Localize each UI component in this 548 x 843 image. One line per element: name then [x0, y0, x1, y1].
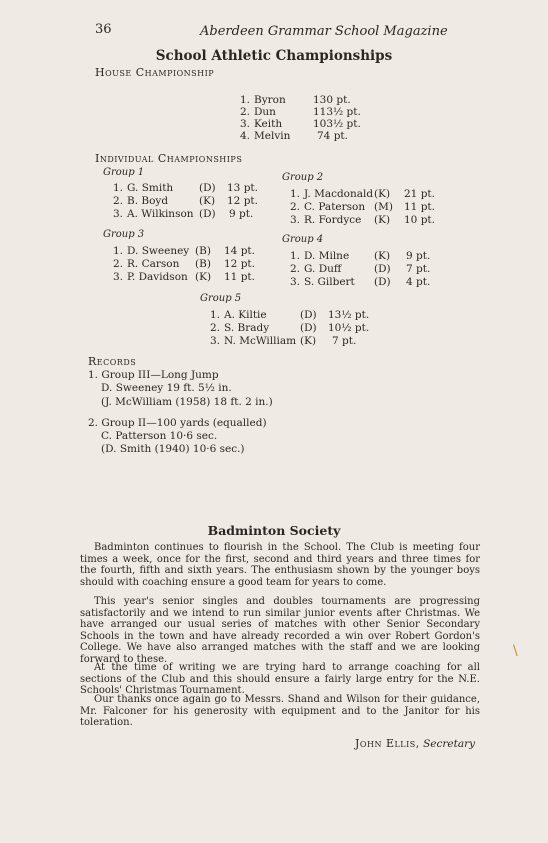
badminton-paragraph: At the time of writing we are trying hard to arrange coaching for all sections of the Club and this should ensure a fairly large entry for the N.E. Schools' Christmas Tournament.	[80, 662, 480, 697]
record-1-title: 1. Group III—Long Jump	[88, 369, 219, 381]
group-3-label: Group 3	[103, 229, 145, 240]
record-1-previous: (J. McWilliam (1958) 18 ft. 2 in.)	[101, 396, 273, 408]
margin-mark: \	[513, 643, 518, 659]
group-4-label: Group 4	[282, 234, 324, 245]
record-2-result: C. Patterson 10·6 sec.	[101, 430, 218, 442]
page-number: 36	[95, 22, 112, 37]
group-2-label: Group 2	[282, 172, 324, 183]
group-1-label: Group 1	[103, 167, 145, 178]
signature-name: John Ellis,	[355, 737, 420, 750]
record-2-title: 2. Group II—100 yards (equalled)	[88, 417, 267, 429]
record-1-result: D. Sweeney 19 ft. 5½ in.	[101, 382, 232, 394]
badminton-title: Badminton Society	[207, 523, 341, 538]
records-heading: Records	[88, 355, 137, 368]
running-header: Aberdeen Grammar School Magazine	[200, 24, 448, 39]
house-championship-heading: House Championship	[95, 66, 215, 79]
athletics-title: School Athletic Championships	[155, 48, 393, 64]
individual-championships-heading: Individual Championships	[95, 152, 243, 165]
record-2-previous: (D. Smith (1940) 10·6 sec.)	[101, 443, 245, 455]
badminton-paragraph: Badminton continues to flourish in the School. The Club is meeting four times a week, once for the first, second and third years and three times for the fourth, fifth and sixth years. The enthusiasm shown by the younger boys should with coaching ensure a good team for years to come.	[80, 542, 480, 588]
badminton-paragraph: Our thanks once again go to Messrs. Shand and Wilson for their guidance, Mr. Falconer for his generosity with equipment and to the Janitor for his toleration.	[80, 694, 480, 729]
signature	[355, 737, 475, 750]
signature-role: Secretary	[423, 738, 476, 750]
badminton-paragraph: This year's senior singles and doubles tournaments are progressing satisfactorily and we intend to run similar junior events after Christmas. We have arranged our usual series of matches with other Senior Secondary Schools in the town and have already recorded a win over Robert Gordon's College. We have also arranged matches with the staff and we are looking forward to these.	[80, 596, 480, 665]
group-5-label: Group 5	[200, 293, 242, 304]
